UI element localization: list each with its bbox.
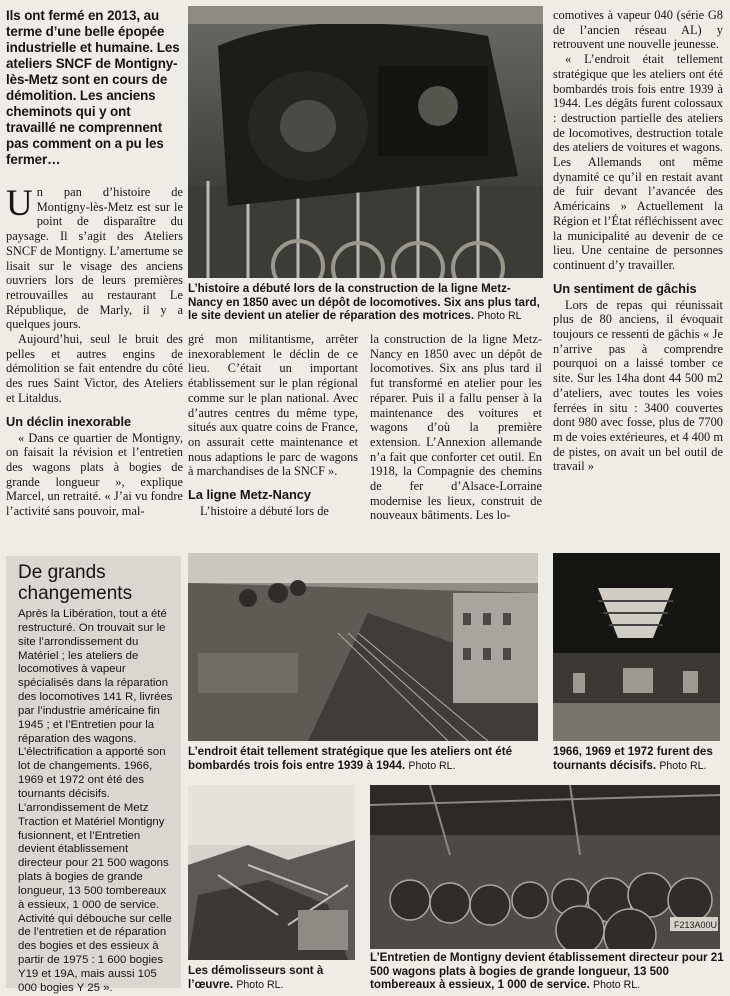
column-3 [370, 332, 542, 523]
column-1 [6, 185, 183, 519]
photo-wheelsets [370, 785, 720, 949]
dropcap: U [6, 183, 33, 224]
col2-paragraph-2: L’histoire a débuté lors de [200, 504, 329, 519]
photo-locomotive [188, 6, 543, 278]
sidebar-box [6, 556, 181, 994]
subhead-ligne: La ligne Metz-Nancy [188, 487, 312, 503]
col1-paragraph-3: « Dans ce quartier de Montigny, on faisait la révision et l’entretien des wagons plats à bogies de grande longueur », explique Marcel, un retraité. « J’ai vu fondre l’activité sans pouvoir, mal- [6, 430, 183, 519]
col4-paragraph-2: « L’endroit était tellement stratégique que les ateliers ont été bombardés trois fois entre 1939 à 1944. Les dégâts furent colossaux : destruction partielle des ateliers de locomotives, destruction totale des ateliers de voitures et wagons. Les Allemands ont même dynamité ce qu’il en restait avant de fuir devant l’avancée des Américains » Actuellement la Région et l’État réfléchissent avec la municipalité au devenir de ce lieu. Une centaine de personnes continuent d’y travailler. [553, 52, 723, 272]
col4-paragraph-1: comotives à vapeur 040 (série G8 de l’ancien réseau AL) y retrouvent une nouvelle jeunesse. [553, 8, 723, 52]
photo-workshop-hall [553, 553, 720, 741]
subhead-declin: Un déclin inexorable [6, 413, 132, 429]
col1-paragraph-1: n pan d’histoire de Montigny-lès-Metz est sur le point de disparaître du paysage. Il s’agit des Ateliers SNCF de Montigny. L’amertume se lisait sur le visage des anciens ouvriers lors de leurs premières retrouvailles au restaurant Le République, de Marly, il y a quelques jours. [6, 185, 183, 332]
photo-credit: Photo RL. [236, 978, 284, 991]
caption-hall: 1966, 1969 et 1972 furent des tournants décisifs. Photo RL. [553, 745, 713, 772]
photo-credit: Photo RL [477, 310, 522, 323]
caption-wheelsets: L’Entretien de Montigny devient établissement directeur pour 21 500 wagons plats à bogies de grande longueur, 13 500 tombereaux à essieux, 1 000 de service. Photo RL. [370, 951, 724, 992]
sidebar-text: Après la Libération, tout a été restructuré. On trouvait sur le site l’arrondissement du Matériel ; les ateliers de locomotives à vapeur spécialisés dans la réparation des locomotives 141 R, livrées par l’industrie américaine fin 1945 ; et l’Entretien pour la réparation des wagons. L’électrification a apporté son lot de changements. 1966, 1969 et 1972 ont été des tournants décisifs. L’arrondissement de Metz Traction et Matériel Montigny fusionnent, et l’Entretien devient établissement directeur pour 21 500 wagons plats à bogies de grande longueur, 13 500 tombereaux à essieux, 1 000 de service. Activité qui débouche sur celle de l’entretien et de réparation des bogies et des essieux à partir de 1975 : 1 600 bogies Y19 et 19A, mais aussi 105 000 bogies Y 25 ». [18, 608, 173, 994]
photo-credit: Photo RL. [408, 759, 456, 772]
caption-aerial: L’endroit était tellement stratégique que les ateliers ont été bombardés trois fois entre 1939 à 1944. Photo RL. [188, 745, 513, 772]
col1-paragraph-2: Aujourd’hui, seul le bruit des pelles et autres engins de démolition se fait entendre du côté des rues Saint Victor, des Ateliers et Litaldus. [6, 332, 183, 405]
caption-demolition: Les démolisseurs sont à l’œuvre. Photo RL. [188, 964, 324, 991]
photo-demolition [188, 785, 355, 960]
col3-paragraph-1: la construction de la ligne Metz-Nancy en 1850 avec un dépôt de locomotives. Six ans plus tard il fut transformé en atelier pour les réparer. Puis il a fallu penser à la maintenance des voitures et wagons d’où la première extension. L’Annexion allemande n’a fait que conforter cet outil. En 1918, la Compagnie des chemins de fer d’Alsace-Lorraine modernise les lieux, construit de nouveaux bâtiments. Les lo- [370, 332, 542, 523]
photo-credit: Photo RL. [659, 759, 707, 772]
photo-credit: Photo RL. [593, 979, 641, 992]
subhead-gachis: Un sentiment de gâchis [553, 280, 697, 296]
article-lead: Ils ont fermé en 2013, au terme d’une belle épopée industrielle et humaine. Les ateliers SNCF de Montigny-lès-Metz sont en cours de démolition. Les anciens cheminots qui y ont travaillé ne comprennent pas comment on a pu les fermer… [6, 8, 180, 167]
column-4 [553, 8, 723, 474]
photo-aerial-bombing [188, 553, 538, 741]
col2-paragraph-1: gré mon militantisme, arrêter inexorablement le déclin de ce lieu. C’était un important établissement sur le plan régional comme sur le plan national. Avec d’autres centres du même type, situés aux quatre coins de France, on assurait cette maintenance et nous adaptions le parc de wagons à marchandises de la SNCF ». [188, 332, 358, 479]
column-2 [188, 332, 358, 519]
sidebar-title: De grands changements [18, 562, 133, 604]
caption-locomotive: L’histoire a débuté lors de la construction de la ligne Metz-Nancy en 1850 avec un dépôt de locomotives. Six ans plus tard, le site devient un atelier de réparation des motrices. Photo RL [188, 282, 540, 323]
wheel-tag-label: F213A00U [674, 920, 718, 930]
col4-paragraph-3: Lors de repas qui réunissait plus de 80 anciens, il évoquait toujours ce ressenti de gâchis « Je n’arrive pas à comprendre pourquoi on a laissé tomber ce site. Sur les 14ha dont 44 500 m2 d’ateliers, avec toutes les voies ferrées in situ : 3400 couvertes dont 980 avec fosse, plus de 7700 m de voies extérieures, et 4 400 m de pistes, on avait un bel outil de travail » [553, 297, 723, 474]
